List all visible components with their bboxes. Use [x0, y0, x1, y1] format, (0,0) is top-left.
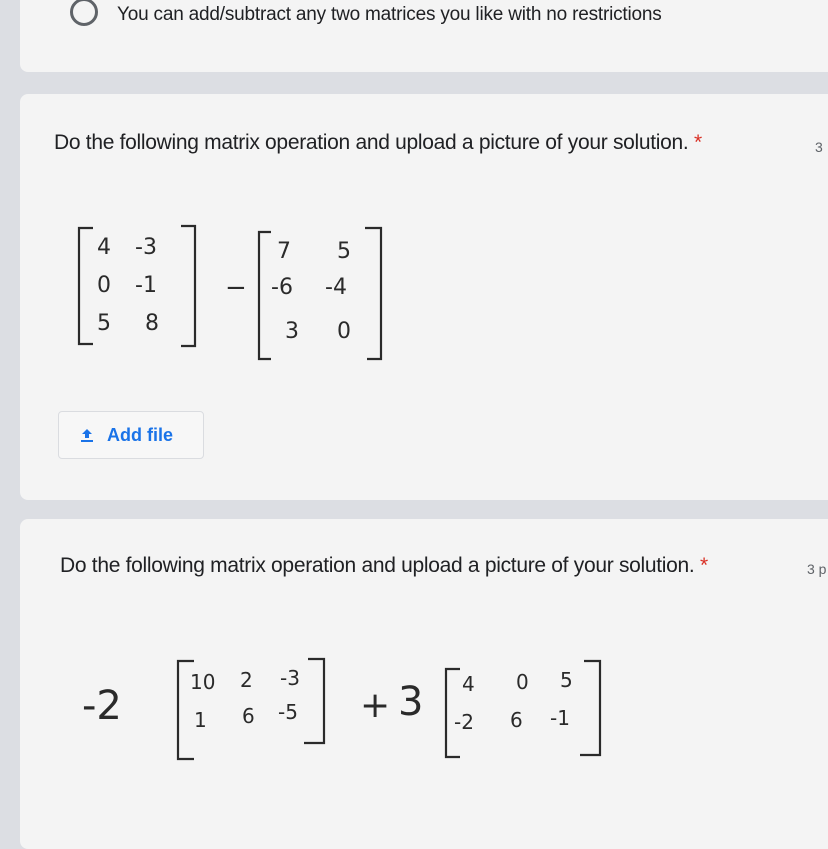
matrix-b-cell: 6 [510, 708, 523, 732]
matrix-expression-image [65, 214, 405, 364]
matrix-b-cell: -6 [271, 275, 293, 300]
option-label: You can add/subtract any two matrices you like with no restrictions [117, 4, 662, 25]
matrix-b-cell: 7 [277, 239, 291, 264]
question-title [60, 554, 708, 578]
radio-button-icon[interactable] [70, 0, 98, 26]
question-text: Do the following matrix operation and upload a picture of your solution. [54, 131, 689, 154]
matrix-a-cell: 0 [97, 273, 111, 298]
matrix-b-cell: 3 [285, 319, 299, 344]
matrix-b-cell: 5 [560, 668, 573, 692]
question-title [54, 131, 702, 155]
matrix-a-cell: -3 [135, 235, 157, 260]
matrix-a-cell: 5 [97, 311, 111, 336]
matrix-a-cell: -1 [135, 273, 157, 298]
upload-icon [79, 427, 95, 443]
matrix-a-cell: 1 [194, 708, 207, 732]
matrix-expression-image [80, 639, 620, 779]
add-file-label: Add file [107, 424, 173, 445]
points-label: 3 p [807, 561, 827, 577]
question-card-1 [20, 94, 828, 500]
matrix-b-cell: -2 [454, 710, 474, 734]
scalar-a: -2 [82, 683, 122, 729]
matrix-a-cell: 4 [97, 235, 111, 260]
matrix-a-cell: -3 [280, 666, 300, 690]
required-mark: * [694, 131, 702, 154]
matrix-a-cell: 2 [240, 668, 253, 692]
matrix-a-cell: -5 [278, 700, 298, 724]
required-mark: * [700, 554, 708, 577]
operator: − [225, 273, 247, 303]
question-text: Do the following matrix operation and upload a picture of your solution. [60, 554, 695, 577]
matrix-a-cell: 6 [242, 704, 255, 728]
question-card-2 [20, 519, 828, 849]
matrix-b-cell: 0 [516, 670, 529, 694]
scalar-b: 3 [398, 679, 424, 725]
matrix-a-cell: 10 [190, 670, 216, 694]
matrix-a-cell: 8 [145, 311, 159, 336]
matrix-b-cell: 0 [337, 319, 351, 344]
previous-question-card [20, 0, 828, 72]
operator: + [360, 685, 391, 726]
matrix-b-cell: 4 [462, 672, 475, 696]
points-label: 3 [815, 139, 823, 155]
matrix-b-cell: -1 [550, 706, 570, 730]
add-file-button[interactable] [58, 411, 204, 459]
matrix-b-cell: 5 [337, 239, 351, 264]
matrix-b-cell: -4 [325, 275, 347, 300]
